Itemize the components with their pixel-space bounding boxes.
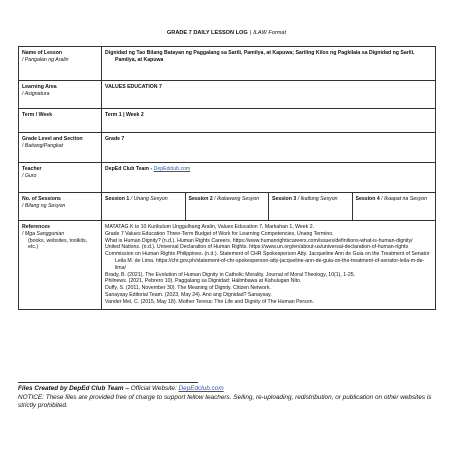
label-lesson: [19, 47, 102, 81]
label-references-extra: (books, websites, toolkits, etc.): [28, 237, 88, 251]
reference-item: What is Human Dignity? (n.d.). Human Rights Careers. https://www.humanrightscareers.com/issues/definitions-what-is-human-dignity/: [105, 237, 413, 244]
value-learning-area: [102, 81, 436, 109]
label-references: [19, 221, 102, 310]
label-teacher-sub: / Guro: [22, 172, 37, 179]
grade-level-text: Grade 7: [105, 136, 125, 142]
row-learning-area: [19, 81, 436, 109]
label-lesson-sub: / Pangalan ng Aralin: [22, 56, 69, 63]
footer-site-link[interactable]: DepEdclub.com: [178, 385, 224, 392]
session-1-cell: [102, 193, 186, 221]
value-teacher: [102, 163, 436, 193]
title-text: GRADE 7 DAILY LESSON LOG: [166, 30, 248, 36]
footer-site-label: Official Website:: [130, 385, 179, 392]
row-sessions: [19, 193, 436, 221]
session-2-tag: / Ikalawang Sesyon: [214, 196, 260, 202]
label-lesson-text: Name of Lesson: [22, 50, 63, 56]
format-label: ILAW Format: [253, 30, 287, 36]
row-lesson: [19, 47, 436, 81]
title-separator: |: [249, 30, 252, 36]
label-grade-level: [19, 133, 102, 163]
teacher-name-text: DepEd Club Team -: [105, 166, 154, 172]
label-grade-text: Grade Level and Section: [22, 136, 83, 142]
footer-dash: –: [123, 385, 131, 392]
session-2-cell: [185, 193, 269, 221]
session-3-cell: [269, 193, 353, 221]
session-1-tag: / Unang Sesyon: [130, 196, 168, 202]
session-2-num: Session 2: [188, 196, 213, 202]
session-3-tag: / Ikatlong Sesyon: [297, 196, 338, 202]
reference-item: Philnews. (2021, Pebrero 10). Paggalang sa Dignidad: Halimbawa at Kahulugan Nito.: [105, 278, 302, 285]
label-area-sub: / Asignatura: [22, 90, 50, 97]
label-area-text: Learning Area: [22, 84, 57, 90]
label-grade-sub: / Baitang/Pangkat: [22, 142, 63, 149]
label-term-week: [19, 109, 102, 133]
document-title: [0, 30, 453, 37]
reference-item: Grade 7 Values Education Three-Term Budget of Work for Learning Competencies, Unang Termino.: [105, 230, 334, 237]
label-learning-area: [19, 81, 102, 109]
session-1-num: Session 1: [105, 196, 130, 202]
learning-area-text: VALUES EDUCATION 7: [105, 84, 162, 90]
value-term-week: [102, 109, 436, 133]
footer-divider: [18, 382, 198, 383]
label-teacher-text: Teacher: [22, 166, 42, 172]
session-4-tag: / Ikaapat na Sesyon: [381, 196, 428, 202]
value-lesson: [102, 47, 436, 81]
label-sessions: [19, 193, 102, 221]
row-teacher: [19, 163, 436, 193]
reference-item: Sanaysay Editorial Team. (2023, May 24). Ano ang Dignidad? Sanaysay.: [105, 291, 272, 298]
session-3-num: Session 3: [272, 196, 297, 202]
label-references-sub: / Mga Sanggunian: [22, 230, 65, 237]
reference-item: Commission on Human Rights Philippines. (n.d.). Statement of CHR Spokesperson Atty. Jacqueline Ann de Guia on the Treatment of Senator Leila M. de Lima. https://chr.gov.ph/statement-of-chr-spokesperson-atty-jacqueline-ann-de-guia-on-the-treatment-of-senator-leila-m-de-lima/: [105, 251, 430, 271]
reference-item: Duffy, S. (2011, November 30). The Meaning of Dignity. Citizen Network.: [105, 285, 271, 292]
label-sessions-sub: / Bilang ng Sesyon: [22, 202, 66, 209]
reference-item: Vander Mel, C. (2015, May 18). Mother Teresa: The Life and Dignity of The Human Person.: [105, 298, 314, 305]
label-teacher: [19, 163, 102, 193]
session-4-cell: [352, 193, 436, 221]
footer-credit: [18, 385, 436, 393]
footer-notice: NOTICE: These files are provided free of charge to support fellow teachers. Selling, re-uploading, redistribution, or publication on other websites is strictly prohibited.: [18, 394, 432, 410]
session-4-num: Session 4: [355, 196, 380, 202]
label-sessions-text: No. of Sessions: [22, 196, 61, 202]
teacher-website-link[interactable]: DepEdclub.com: [153, 166, 191, 172]
value-grade-level: [102, 133, 436, 163]
label-term-text: Term / Week: [22, 112, 53, 118]
lesson-name-text: Dignidad ng Tao Bilang Batayan ng Paggalang sa Sarili, Pamilya, at Kapuwa; Sariling Kilos ng Pagkilala sa Dignidad ng Sarili, Pamilya, at Kapuwa: [105, 50, 415, 63]
value-references: [102, 221, 436, 310]
reference-item: United Nations. (n.d.). Universal Declaration of Human Rights. https://www.un.org/en/about-us/universal-declaration-of-human-rights: [105, 244, 409, 251]
row-term-week: [19, 109, 436, 133]
row-grade-level: [19, 133, 436, 163]
reference-item: MATATAG K to 10 Kurikulum Unggulhang Aralin, Values Education 7, Markahan 1, Week 2.: [105, 224, 315, 230]
footer-credit-text: Files Created by DepEd Club Team: [18, 385, 124, 392]
term-week-text: Term 1 | Week 2: [105, 112, 144, 118]
reference-item: Brady, B. (2021). The Evolution of Human Dignity in Catholic Morality. Journal of Moral Theology, 10(1), 1-25.: [105, 271, 356, 278]
lesson-log-table: [18, 46, 436, 310]
row-references: [19, 221, 436, 310]
label-references-text: References: [22, 224, 50, 230]
